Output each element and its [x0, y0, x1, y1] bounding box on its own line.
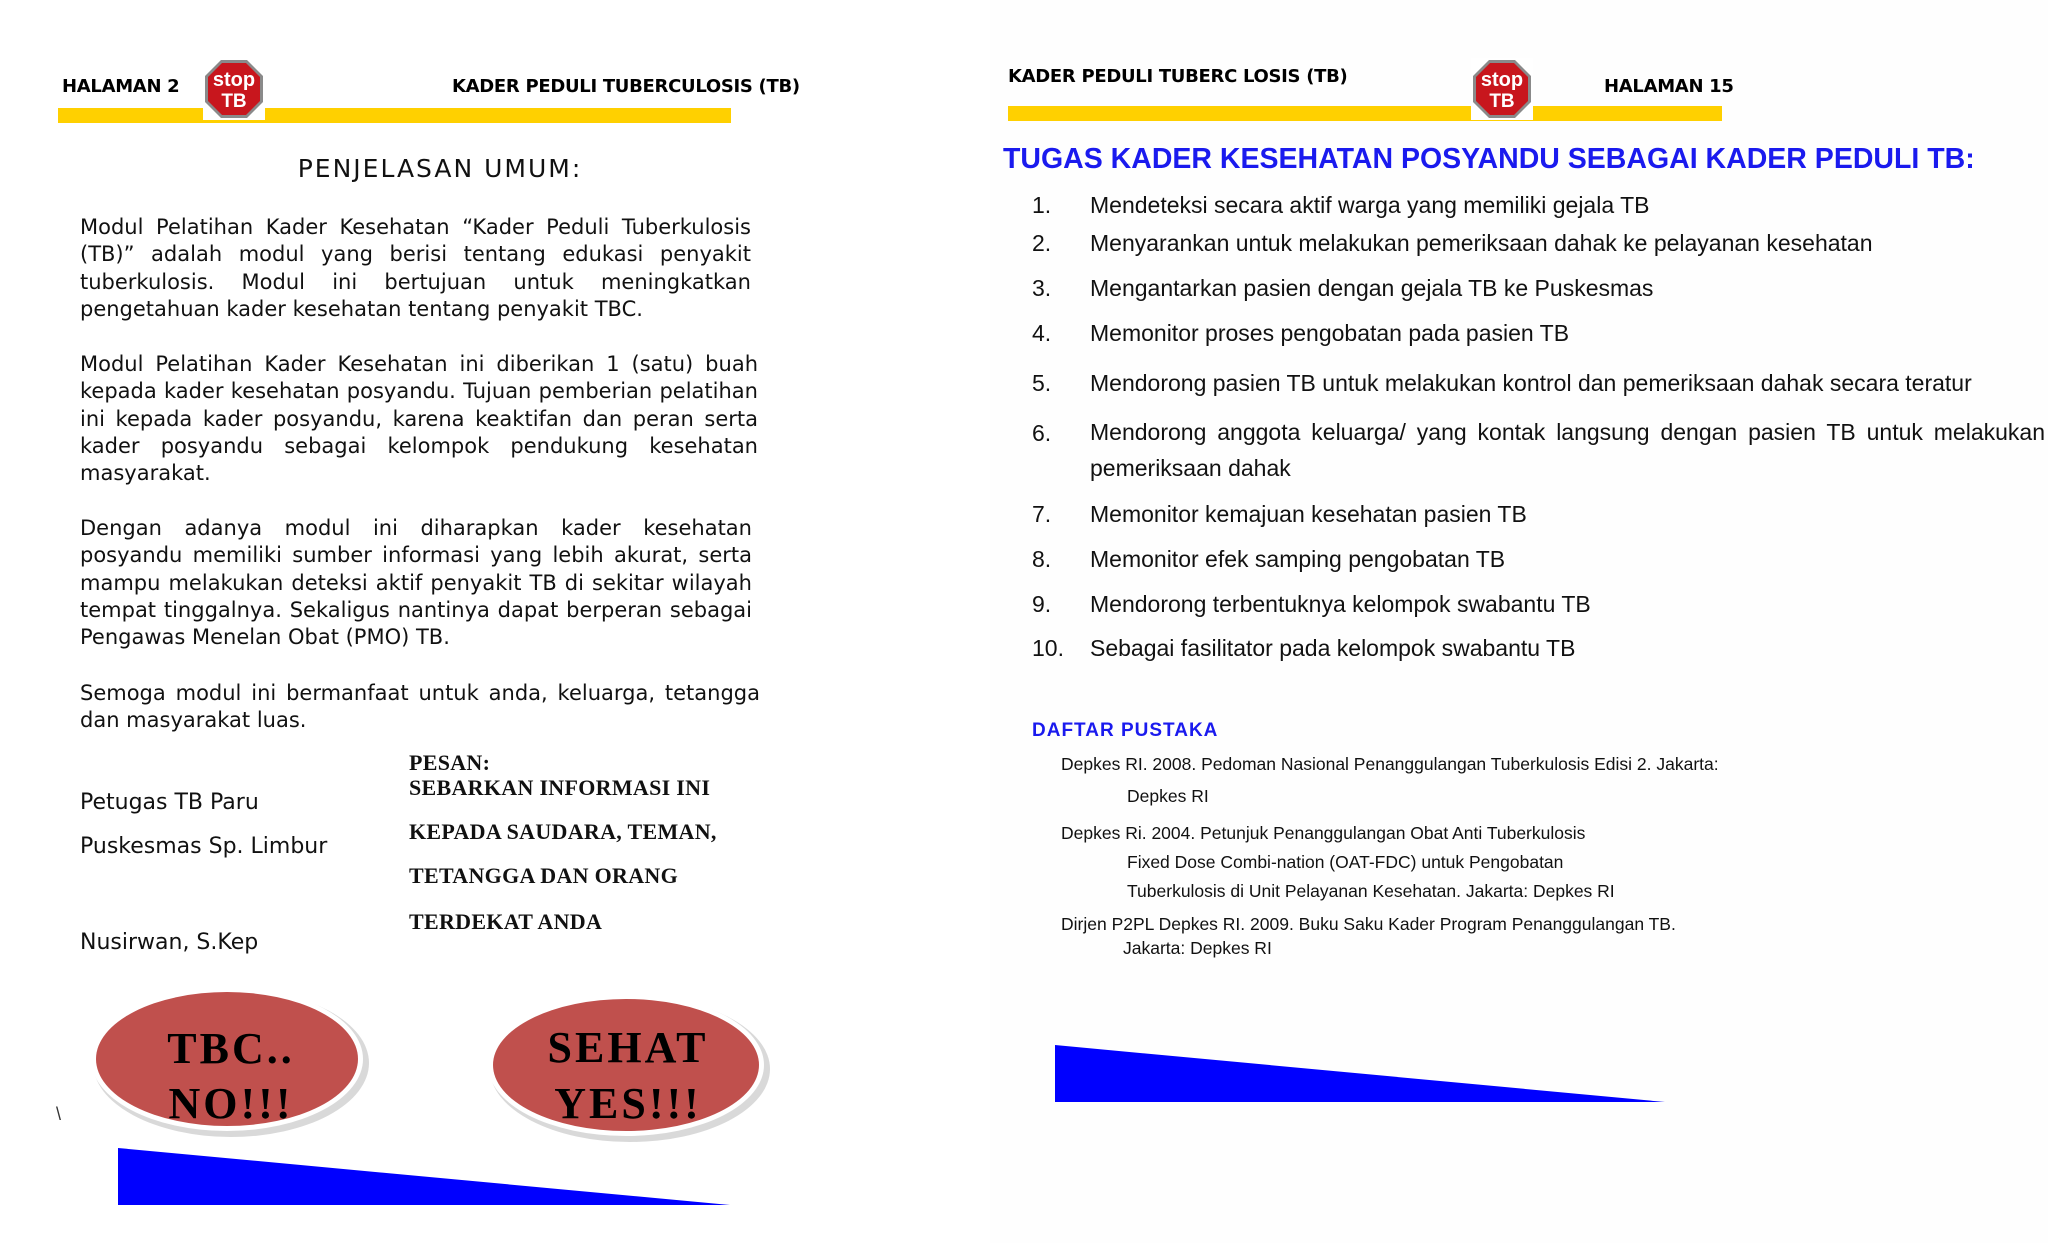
right-header-bar [1008, 106, 1722, 121]
signature-place: Puskesmas Sp. Limbur [80, 834, 328, 859]
svg-text:TB: TB [1489, 91, 1515, 112]
message-line-4: TERDEKAT ANDA [409, 909, 603, 934]
task-number-3: 3. [1032, 275, 1052, 301]
task-item-9: Mendorong terbentuknya kelompok swabantu TB [1090, 591, 1591, 617]
section-title: PENJELASAN UMUM: [297, 154, 583, 183]
intro-paragraph-3: Dengan adanya modul ini diharapkan kader kesehatan posyandu memiliki sumber informasi yang lebih akurat, serta mampu melakukan deteksi aktif penyakit TB di sekitar wilayah tempat tinggalnya. Sekaligus nantinya dapat berperan sebagai Pengawas Menelan Obat (PMO) TB. [80, 516, 752, 650]
oval-sehat-yes [482, 990, 774, 1146]
task-number-1: 1. [1032, 192, 1052, 218]
task-item-4: Memonitor proses pengobatan pada pasien TB [1090, 320, 1570, 346]
right-page-number: HALAMAN 15 [1604, 76, 1734, 97]
message-line-2: KEPADA SAUDARA, TEMAN, [409, 819, 717, 844]
bibliography-title: DAFTAR PUSTAKA [1032, 720, 1219, 741]
left-header-title: KADER PEDULI TUBERCULOSIS (TB) [452, 76, 800, 97]
signature-name: Nusirwan, S.Kep [80, 930, 259, 955]
task-number-5: 5. [1032, 370, 1052, 396]
reference-2-line-2: Fixed Dose Combi-nation (OAT-FDC) untuk Pengobatan [1127, 852, 1564, 872]
message-line-1: SEBARKAN INFORMASI INI [409, 775, 711, 800]
reference-3-line-2: Jakarta: Depkes RI [1123, 938, 1272, 958]
oval-sehat-line-1: SEHAT [547, 1023, 709, 1072]
oval-sehat-line-2: YES!!! [554, 1079, 702, 1128]
reference-2-line-3: Tuberkulosis di Unit Pelayanan Kesehatan. Jakarta: Depkes RI [1127, 881, 1615, 901]
reference-1-line-2: Depkes RI [1127, 786, 1209, 806]
reference-2-line-1: Depkes Ri. 2004. Petunjuk Penanggulangan Obat Anti Tuberkulosis [1061, 823, 1586, 843]
oval-tbc-line-1: TBC.. [167, 1024, 295, 1073]
message-label: PESAN: [409, 750, 491, 775]
task-number-9: 9. [1032, 591, 1052, 617]
task-item-2: Menyarankan untuk melakukan pemeriksaan dahak ke pelayanan kesehatan [1090, 230, 1873, 256]
right-blue-wedge [1055, 1045, 1665, 1103]
reference-1-line-1: Depkes RI. 2008. Pedoman Nasional Penanggulangan Tuberkulosis Edisi 2. Jakarta: [1061, 754, 1719, 774]
left-page-number: HALAMAN 2 [62, 76, 180, 97]
task-number-6: 6. [1032, 420, 1052, 446]
task-item-5: Mendorong pasien TB untuk melakukan kontrol dan pemeriksaan dahak secara teratur [1090, 370, 1972, 396]
stop-tb-logo-icon [199, 54, 269, 124]
task-number-4: 4. [1032, 320, 1052, 346]
task-item-8: Memonitor efek samping pengobatan TB [1090, 546, 1506, 572]
task-number-7: 7. [1032, 501, 1052, 527]
task-item-10: Sebagai fasilitator pada kelompok swabantu TB [1090, 635, 1576, 661]
task-item-1: Mendeteksi secara aktif warga yang memiliki gejala TB [1090, 192, 1650, 218]
svg-text:stop: stop [1480, 69, 1524, 91]
task-number-8: 8. [1032, 546, 1052, 572]
right-header-title: KADER PEDULI TUBERC LOSIS (TB) [1008, 66, 1348, 87]
intro-paragraph-4: Semoga modul ini bermanfaat untuk anda, keluarga, tetangga dan masyarakat luas. [80, 681, 760, 733]
signature-role: Petugas TB Paru [80, 790, 259, 815]
reference-3-line-1: Dirjen P2PL Depkes RI. 2009. Buku Saku Kader Program Penanggulangan TB. [1061, 914, 1676, 934]
svg-text:TB: TB [221, 91, 247, 112]
task-number-10: 10. [1032, 635, 1064, 661]
left-page [0, 0, 990, 1243]
oval-tbc-line-2: NO!!! [168, 1079, 294, 1128]
task-number-2: 2. [1032, 230, 1052, 256]
task-item-7: Memonitor kemajuan kesehatan pasien TB [1090, 501, 1527, 527]
stray-mark: \ [56, 1104, 62, 1124]
tasks-title: TUGAS KADER KESEHATAN POSYANDU SEBAGAI KADER PEDULI TB: [1003, 143, 1975, 175]
svg-text:stop: stop [212, 69, 256, 91]
task-item-6: Mendorong anggota keluarga/ yang kontak langsung dengan pasien TB untuk melakukan pemeriksaan dahak [1090, 419, 2045, 481]
intro-paragraph-1: Modul Pelatihan Kader Kesehatan “Kader Peduli Tuberkulosis (TB)” adalah modul yang berisi tentang edukasi penyakit tuberkulosis. Modul ini bertujuan untuk meningkatkan pengetahuan kader kesehatan tentang penyakit TBC. [80, 215, 751, 321]
intro-paragraph-2: Modul Pelatihan Kader Kesehatan ini diberikan 1 (satu) buah kepada kader kesehatan posyandu. Tujuan pemberian pelatihan ini kepada kader posyandu, karena keaktifan dan peran serta kader posyandu sebagai kelompok pendukung kesehatan masyarakat. [80, 352, 758, 486]
stop-tb-logo-icon [1467, 54, 1537, 124]
oval-tbc-no [88, 985, 374, 1141]
message-line-3: TETANGGA DAN ORANG [409, 863, 679, 888]
left-header-bar [58, 108, 731, 123]
task-item-3: Mengantarkan pasien dengan gejala TB ke Puskesmas [1090, 275, 1654, 301]
left-blue-wedge [118, 1148, 730, 1208]
